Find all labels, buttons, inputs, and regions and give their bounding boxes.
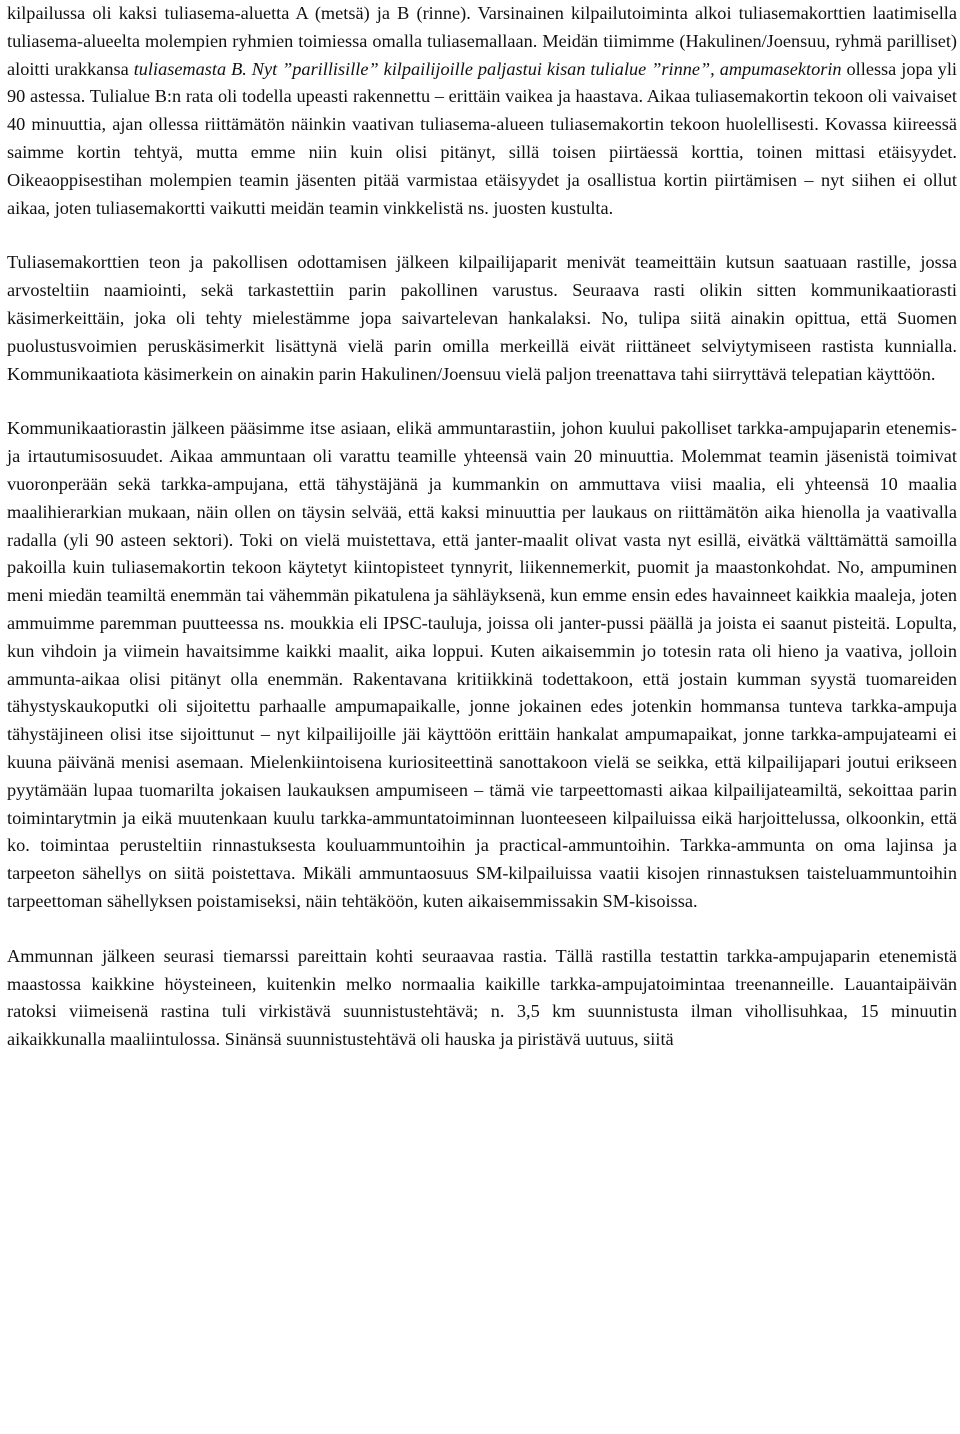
paragraph-1-text-a: kilpailussa oli kaksi tuliasema-aluetta A (metsä) ja B (rinne). Varsinainen kilpailutoiminta alkoi tuliasemakorttien laatimisella tuliasema-alueelta molempien ryhmien toimiessa omalla tuliasemallaan. Meidän tiimimme (Hakulinen/Joensuu, ryhmä parilliset) aloitti urakkansa	[7, 3, 957, 79]
paragraph-4-text: Ammunnan jälkeen seurasi tiemarssi pareittain kohti seuraavaa rastia. Tällä rastilla testattin tarkka-ampujaparin etenemistä maastossa kaikkine höysteineen, kuitenkin melko normaalia kaikille tarkka-ampujatoimintaa treenanneille. Lauantaipäivän ratoksi viimeisenä rastina tuli virkistävä suunnistustehtävä; n. 3,5 km suunnistusta ilman vihollisuhkaa, 15 minuutin aikaikkunalla maaliintulossa. Sinänsä suunnistustehtävä oli hauska ja piristävä uutuus, siitä	[7, 945, 957, 1050]
paragraph-1	[7, 0, 957, 222]
paragraph-1-text-italic: tuliasemasta B. Nyt ”parillisille” kilpailijoille paljastui kisan tulialue ”rinne”, ampumasektorin	[133, 58, 842, 79]
paragraph-gap	[7, 916, 957, 943]
document-page	[7, 0, 957, 1054]
paragraph-2	[7, 249, 957, 388]
paragraph-gap	[7, 388, 957, 415]
paragraph-1-text-b: ollessa jopa yli 90 astessa. Tulialue B:n rata oli todella upeasti rakennettu – erittäin vaikea ja haastava. Aikaa tuliasemakortin tekoon oli vaivaiset 40 minuuttia, ajan ollessa riittämätön näinkin vaativan tuliasema-alueen tuliasemakortin tekoon huolellisesti. Kovassa kiireessä saimme kortin tehtyä, mutta emme niin kuin olisi pitänyt, sillä toisen piirtäessä korttia, toinen mittasi etäisyydet. Oikeaoppisestihan molempien teamin jäsenten pitää varmistaa etäisyydet ja osallistua kortin piirtämisen – nyt siihen ei ollut aikaa, joten tuliasemakortti vaikutti meidän teamin vinkkelistä ns. juosten kustulta.	[7, 58, 957, 218]
paragraph-4	[7, 943, 957, 1054]
paragraph-3-text: Kommunikaatiorastin jälkeen pääsimme itse asiaan, elikä ammuntarastiin, johon kuului pakolliset tarkka-ampujaparin etenemis- ja irtautumisosuudet. Aikaa ammuntaan oli varattu teamille yhteensä vain 20 minuuttia. Molemmat teamin jäsenistä toimivat vuoronperään sekä tarkka-ampujana, että tähystäjänä ja kummankin on ammuttava viisi maalia, eli yhteensä 10 maalia maalihierarkian mukaan, näin ollen on täysin selvää, että kaksi minuuttia per laukaus on riittämätön aika hienolla ja vaativalla radalla (yli 90 asteen sektori). Toki on vielä muistettava, että janter-maalit olivat vasta nyt esillä, eivätkä välttämättä samoilla pakoilla kuin tuliasemakortin tekoon käytetyt kiintopisteet tynnyrit, liikennemerkit, puomit ja maastonkohdat. No, ampuminen meni miedän teamiltä enemmän tai vähemmän pikatulena ja sähläyksenä, kun emme ensin edes havainneet kaikkia maaleja, joten ammuimme paremman puutteessa ns. moukkia eli IPSC-tauluja, joissa oli janter-pussi päällä ja joista ei saanut pisteitä. Lopulta, kun vihdoin ja viimein havaitsimme kaikki maalit, aika loppui. Kuten aikaisemmin jo totesin rata oli hieno ja vaativa, jolloin ammunta-aikaa olisi pitänyt olla enemmän. Rakentavana kritiikkinä todettakoon, että jostain kumman syystä tuomareiden tähystyskaukoputki oli sijoitettu parhaalle ampumapaikalle, jonne jokainen edes jotenkin hommansa tunteva tarkka-ampuja tähystäjineen olisi itse sijoittunut – nyt kilpailijoille jäi käyttöön erittäin hankalat ampumapaikat, jonne tarkka-ampujateami ei kuuna päivänä menisi asemaan. Mielenkiintoisena kuriositeettinä sanottakoon vielä se seikka, että kilpailijapari joutui erikseen pyytämään lupaa tuomarilta jokaisen laukauksen ampumiseen – tämä vie tarpeettomasti aikaa kilpailijateamiltä, sekoittaa parin toimintarytmin ja eikä muutenkaan kuulu tarkka-ammuntatoiminnan luonteeseen kilpailuissa eikä harjoittelussa, olkoonkin, että ko. toimintaa perusteltiin rinnastuksesta kouluammuntoihin ja practical-ammuntoihin. Tarkka-ammunta on oma lajinsa ja tarpeeton sähellys on siitä poistettava. Mikäli ammuntaosuus SM-kilpailuissa vaatii kisojen rinnastuksen taisteluammuntoihin tarpeettoman sähellyksen poistamiseksi, näin tehtäköön, kuten aikaisemmissakin SM-kisoissa.	[7, 418, 957, 911]
paragraph-gap	[7, 222, 957, 249]
paragraph-2-text: Tuliasemakorttien teon ja pakollisen odottamisen jälkeen kilpailijaparit menivät teameittäin kutsun saatuaan rastille, jossa arvosteltiin naamiointi, sekä tarkastettiin parin pakollinen varustus. Seuraava rasti olikin sitten kommunikaatiorasti käsimerkeittäin, joka oli tehty mielestämme jopa saivartelevan hankalaksi. No, tulipa siitä ainakin opittua, että Suomen puolustusvoimien peruskäsimerkit lisättynä vielä parin omilla merkeillä eivät riittäneet selviytymiseen rastista kunnialla. Kommunikaatiota käsimerkein on ainakin parin Hakulinen/Joensuu vielä paljon treenattava tahi siirryttävä telepatian käyttöön.	[7, 252, 957, 384]
paragraph-3	[7, 415, 957, 915]
